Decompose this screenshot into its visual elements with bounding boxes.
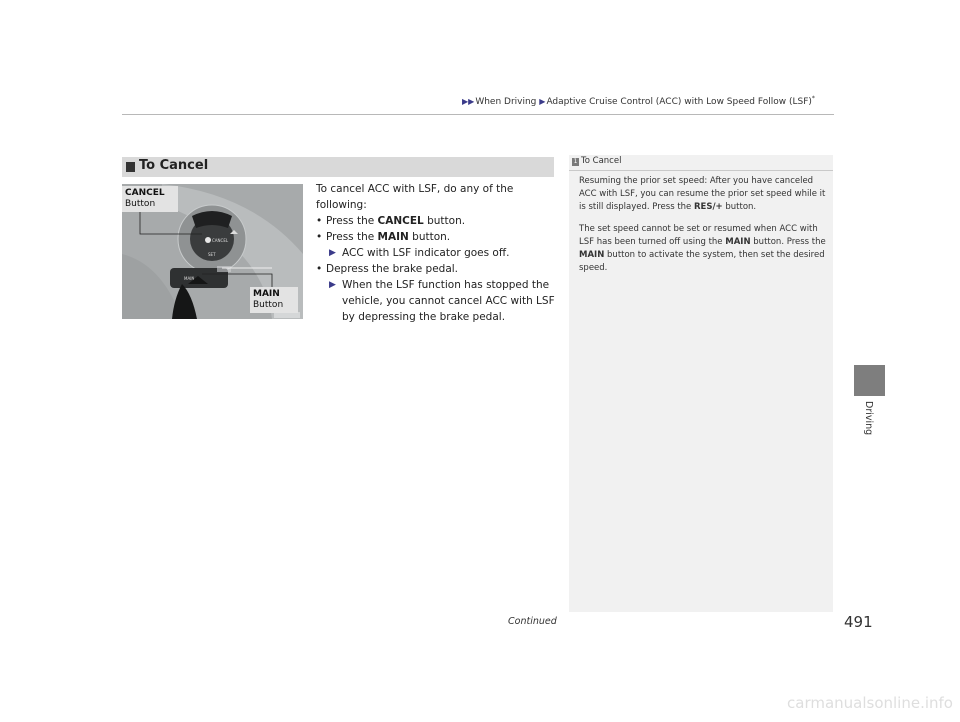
sub-text: When the LSF function has stopped the vehicle, you cannot cancel ACC with LSF by depressing the brake pedal.: [342, 279, 555, 323]
chapter-tab-text: Driving: [863, 401, 874, 436]
res-keyword: RES/+: [693, 202, 723, 212]
steering-wheel-illustration: [122, 184, 303, 319]
section-header: [122, 157, 554, 177]
note-paragraph: [579, 223, 827, 275]
main-text: [316, 181, 556, 325]
bullet-text: Depress the brake pedal.: [326, 263, 459, 275]
main-keyword: MAIN: [725, 237, 751, 247]
chapter-tab-label: [858, 401, 882, 436]
bullet-text: Press the: [326, 215, 378, 227]
note-body: [579, 175, 827, 284]
note-text: The set speed cannot be set or resumed when ACC with LSF has been turned off using the: [579, 224, 818, 247]
sub-item: [316, 277, 556, 325]
note-marker-icon: 1: [573, 158, 578, 165]
breadcrumb: [462, 95, 815, 107]
main-engraving: MAIN: [184, 276, 195, 281]
watermark: carmanualsonline.info: [787, 694, 953, 712]
chapter-tab[interactable]: [854, 365, 885, 396]
cancel-callout-sub: Button: [125, 199, 156, 209]
continued-label: Continued: [508, 616, 557, 627]
main-callout-sub: Button: [253, 300, 284, 310]
list-item: [316, 261, 556, 277]
page-number: 491: [844, 613, 873, 631]
section-title: To Cancel: [139, 158, 209, 173]
footnote-mark: *: [811, 95, 815, 102]
breadcrumb-item[interactable]: When Driving: [475, 97, 537, 107]
main-button-callout: [250, 287, 298, 313]
cancel-button-callout: [122, 186, 178, 212]
breadcrumb-item[interactable]: Adaptive Cruise Control (ACC) with Low Speed Follow (LSF): [546, 97, 812, 107]
set-engraving: SET: [208, 252, 216, 257]
breadcrumb-arrow-icon: ▶▶: [462, 97, 475, 106]
note-text: Resuming the prior set speed: After you have canceled ACC with LSF, you can resume the prior set speed while it is still displayed. Press the: [579, 176, 826, 212]
cancel-engraving: CANCEL: [212, 238, 229, 243]
note-paragraph: [579, 175, 827, 214]
list-item: [316, 229, 556, 245]
header-rule: [122, 114, 834, 115]
intro-text: To cancel ACC with LSF, do any of the following:: [316, 183, 514, 211]
sub-text: ACC with LSF indicator goes off.: [342, 247, 510, 259]
bullet-text: Press the: [326, 231, 378, 243]
note-text: button. Press the: [750, 237, 826, 247]
sub-arrow-icon: ▶: [329, 248, 336, 258]
breadcrumb-arrow-icon: ▶: [539, 97, 546, 106]
section-square-icon: [126, 162, 135, 172]
main-callout-label: MAIN: [253, 289, 280, 299]
note-text: button.: [722, 202, 757, 212]
cancel-keyword: CANCEL: [377, 215, 424, 227]
cancel-callout-label: CANCEL: [125, 188, 165, 198]
side-note: [569, 155, 833, 612]
main-keyword: MAIN: [377, 231, 409, 243]
bullet-text: button.: [408, 231, 451, 243]
list-item: [316, 213, 556, 229]
note-header: [569, 155, 833, 171]
sub-item: [316, 245, 556, 261]
note-text: button to activate the system, then set the desired speed.: [579, 250, 825, 273]
main-keyword: MAIN: [579, 250, 605, 260]
note-title: To Cancel: [581, 156, 622, 166]
bullet-text: button.: [423, 215, 466, 227]
sub-arrow-icon: ▶: [329, 280, 336, 290]
